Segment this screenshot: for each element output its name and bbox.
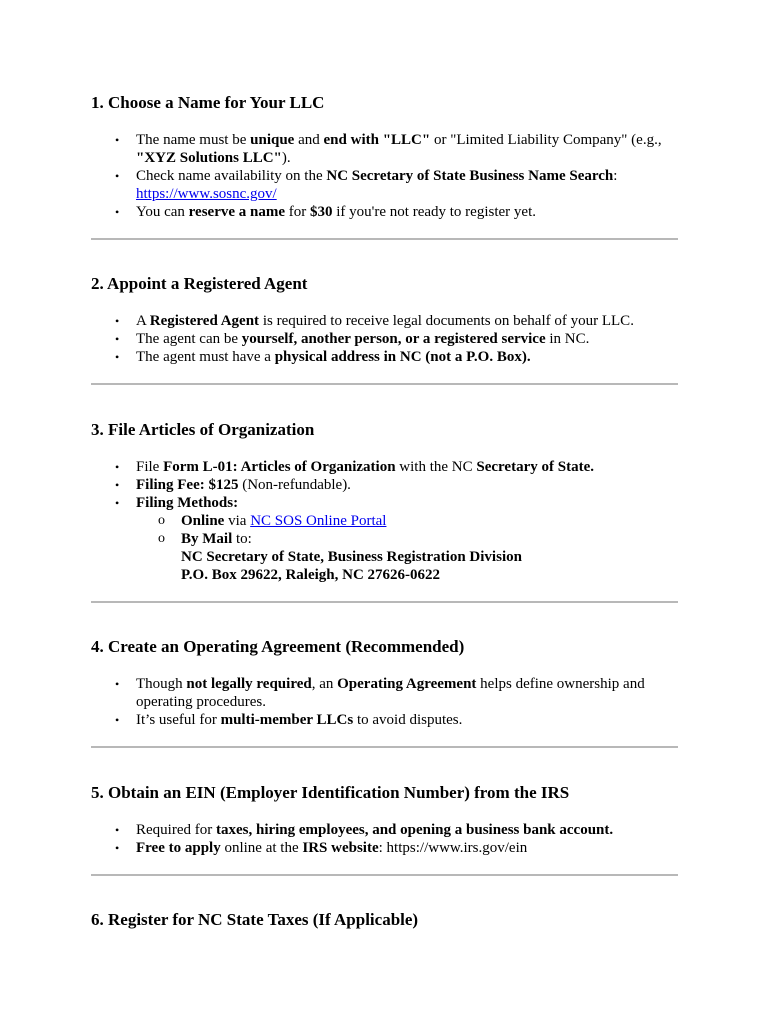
divider	[91, 874, 678, 876]
sub-list-item: o Online via NC SOS Online Portal	[158, 513, 387, 529]
bullet-icon: •	[115, 677, 120, 691]
divider	[91, 383, 678, 385]
section-heading: 4. Create an Operating Agreement (Recommended)	[91, 637, 465, 656]
sub-list-item: o By Mail to: NC Secretary of State, Business Registration Division P.O. Box 29622, Raleigh, NC 27626-0622	[158, 531, 522, 583]
bullet-icon: •	[115, 478, 120, 492]
list-item: • A Registered Agent is required to receive legal documents on behalf of your LLC.	[115, 313, 634, 329]
mailing-address-line: NC Secretary of State, Business Registration Division	[181, 549, 522, 565]
section-heading: 2. Appoint a Registered Agent	[91, 274, 308, 293]
bullet-icon: •	[115, 841, 120, 855]
bullet-icon: •	[115, 823, 120, 837]
divider	[91, 238, 678, 240]
divider	[91, 746, 678, 748]
circle-bullet-icon: o	[158, 531, 165, 546]
bullet-icon: •	[115, 133, 120, 147]
bullet-icon: •	[115, 460, 120, 474]
list-item: • The agent must have a physical address in NC (not a P.O. Box).	[115, 349, 531, 365]
circle-bullet-icon: o	[158, 513, 165, 528]
list-item: • Check name availability on the NC Secretary of State Business Name Search: https://www.sosnc.gov/	[115, 168, 618, 202]
bullet-list	[91, 131, 679, 221]
sos-portal-link[interactable]: NC SOS Online Portal	[250, 513, 387, 529]
bullet-list	[91, 821, 679, 857]
bullet-icon: •	[115, 332, 120, 346]
section-choose-name	[91, 93, 679, 221]
sosnc-link[interactable]: https://www.sosnc.gov/	[136, 186, 277, 202]
divider	[91, 601, 678, 603]
section-operating-agreement	[91, 637, 679, 729]
section-articles	[91, 420, 679, 584]
section-heading: 1. Choose a Name for Your LLC	[91, 93, 325, 112]
list-item: • It’s useful for multi-member LLCs to avoid disputes.	[115, 712, 463, 728]
bullet-icon: •	[115, 169, 120, 183]
section-heading: 5. Obtain an EIN (Employer Identification Number) from the IRS	[91, 783, 570, 802]
sub-list	[136, 512, 679, 584]
list-item: • Required for taxes, hiring employees, and opening a business bank account.	[115, 822, 614, 838]
bullet-icon: •	[115, 205, 120, 219]
list-item: • The name must be unique and end with "LLC" or "Limited Liability Company" (e.g., "XYZ Solutions LLC").	[115, 132, 662, 166]
section-heading: 3. File Articles of Organization	[91, 420, 315, 439]
bullet-icon: •	[115, 314, 120, 328]
mailing-address-line: P.O. Box 29622, Raleigh, NC 27626-0622	[181, 567, 441, 583]
bullet-icon: •	[115, 713, 120, 727]
list-item: • The agent can be yourself, another person, or a registered service in NC.	[115, 331, 590, 347]
section-ein	[91, 783, 679, 857]
list-item: • Filing Fee: $125 (Non-refundable).	[115, 477, 351, 493]
list-item: • Though not legally required, an Operating Agreement helps define ownership and operating procedures.	[115, 676, 645, 710]
list-item: • File Form L-01: Articles of Organization with the NC Secretary of State.	[115, 459, 594, 475]
section-heading: 6. Register for NC State Taxes (If Applicable)	[91, 910, 419, 929]
list-item: • You can reserve a name for $30 if you're not ready to register yet.	[115, 204, 536, 220]
list-item: • Free to apply online at the IRS website: https://www.irs.gov/ein	[115, 840, 528, 856]
bullet-icon: •	[115, 496, 120, 510]
bullet-list	[91, 312, 679, 366]
list-item: • Filing Methods: o Online via NC SOS Online Portal o By Mail to: NC Secretary of State, Business Registration Division P.O. Box 29622, Raleigh, NC 27626-0622	[91, 494, 679, 584]
bullet-list	[91, 458, 679, 584]
section-registered-agent	[91, 274, 679, 366]
section-state-taxes	[91, 910, 679, 930]
bullet-icon: •	[115, 350, 120, 364]
bullet-list	[91, 675, 679, 729]
